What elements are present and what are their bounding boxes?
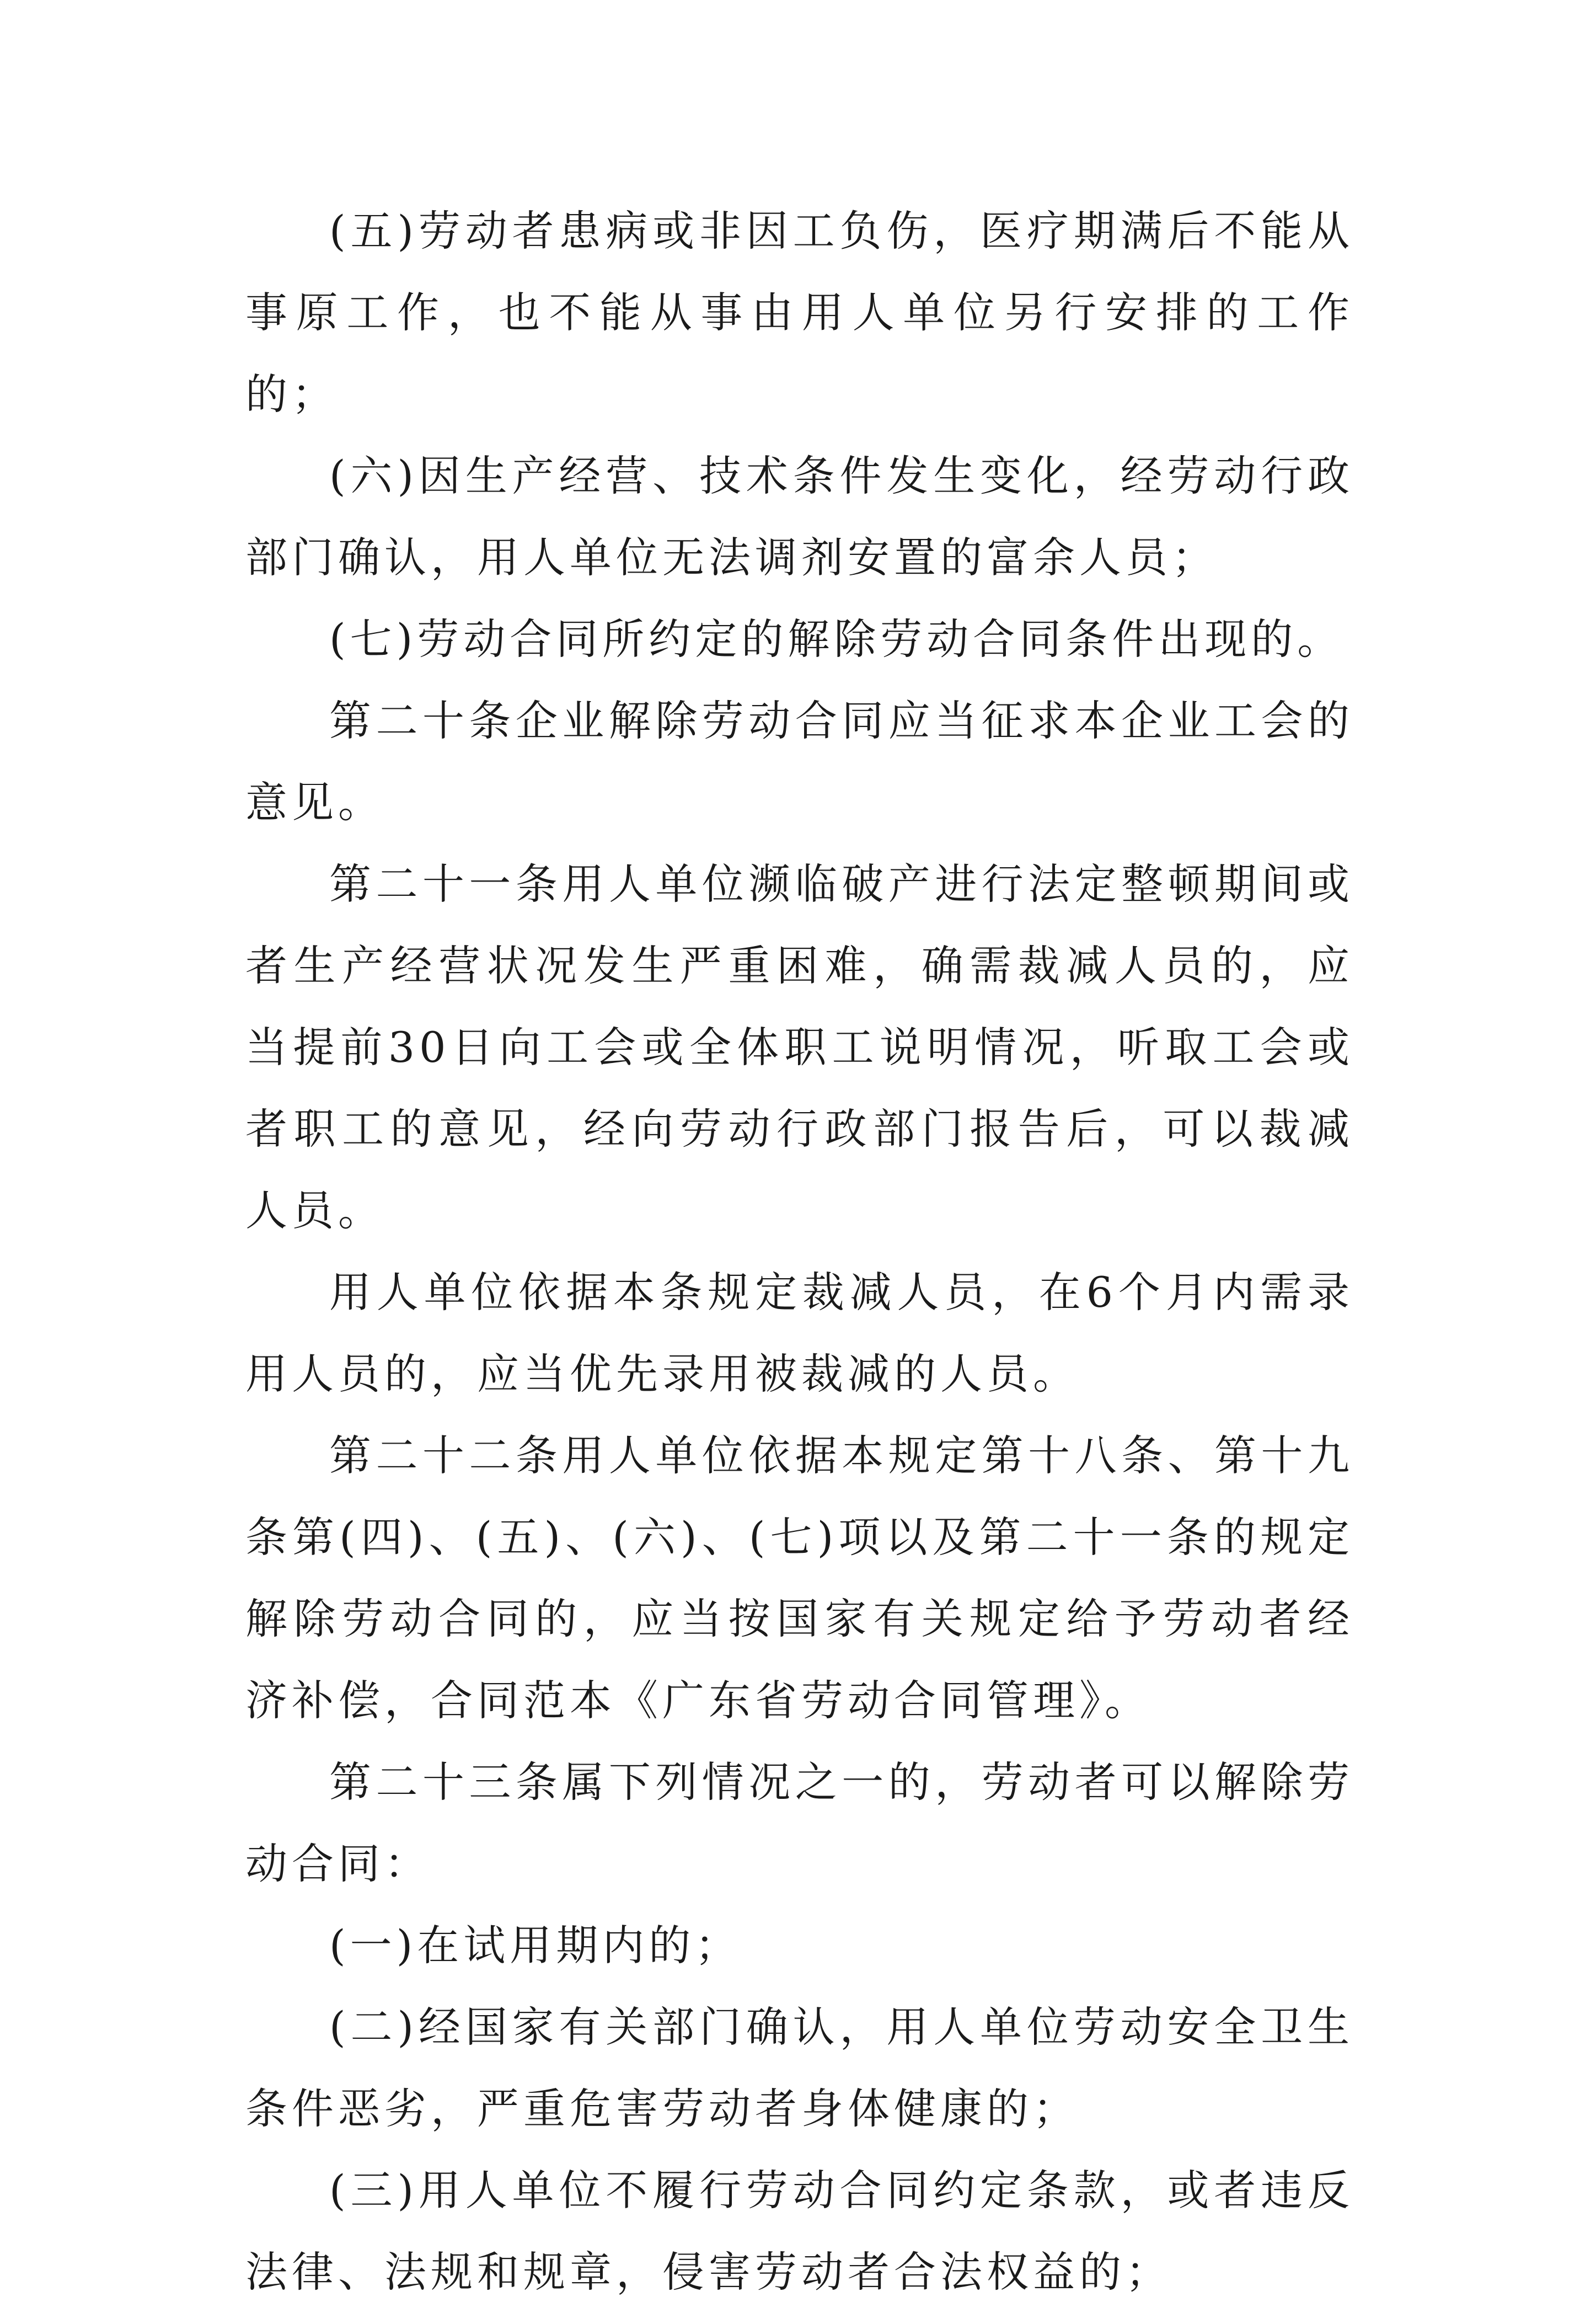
paragraph-article-20: 第二十条企业解除劳动合同应当征求本企业工会的意见。 (245, 696, 1354, 827)
paragraph-clause-7: (七)劳动合同所约定的解除劳动合同条件出现的。 (329, 615, 1344, 664)
paragraph-article-21: 第二十一条用人单位濒临破产进行法定整顿期间或者生产经营状况发生严重困难，确需裁减人员的，应当提前30日向工会或全体职工说明情况，听取工会或者职工的意见，经向劳动行政部门报告后，可以裁减人员。 (245, 859, 1354, 1235)
paragraph-article-21-rehire: 用人单位依据本条规定裁减人员，在6个月内需录用人员的，应当优先录用被裁减的人员。 (245, 1268, 1354, 1398)
document-body (245, 190, 1354, 2313)
paragraph-article-23: 第二十三条属下列情况之一的，劳动者可以解除劳动合同： (245, 1758, 1354, 1888)
paragraph-clause-6: (六)因生产经营、技术条件发生变化，经劳动行政部门确认，用人单位无法调剂安置的富余人员； (245, 451, 1354, 582)
paragraph-article-23-item-2: (二)经国家有关部门确认，用人单位劳动安全卫生条件恶劣，严重危害劳动者身体健康的； (245, 2002, 1354, 2133)
paragraph-article-23-item-3: (三)用人单位不履行劳动合同约定条款，或者违反法律、法规和规章，侵害劳动者合法权益的； (245, 2166, 1354, 2296)
paragraph-clause-5: (五)劳动者患病或非因工负伤，医疗期满后不能从事原工作，也不能从事由用人单位另行安排的工作的； (245, 206, 1354, 419)
paragraph-article-22: 第二十二条用人单位依据本规定第十八条、第十九条第(四)、(五)、(六)、(七)项以及第二十一条的规定解除劳动合同的，应当按国家有关规定给予劳动者经济补偿，合同范本《广东省劳动合同管理》。 (245, 1431, 1354, 1725)
paragraph-article-23-item-1: (一)在试用期内的； (329, 1921, 742, 1970)
